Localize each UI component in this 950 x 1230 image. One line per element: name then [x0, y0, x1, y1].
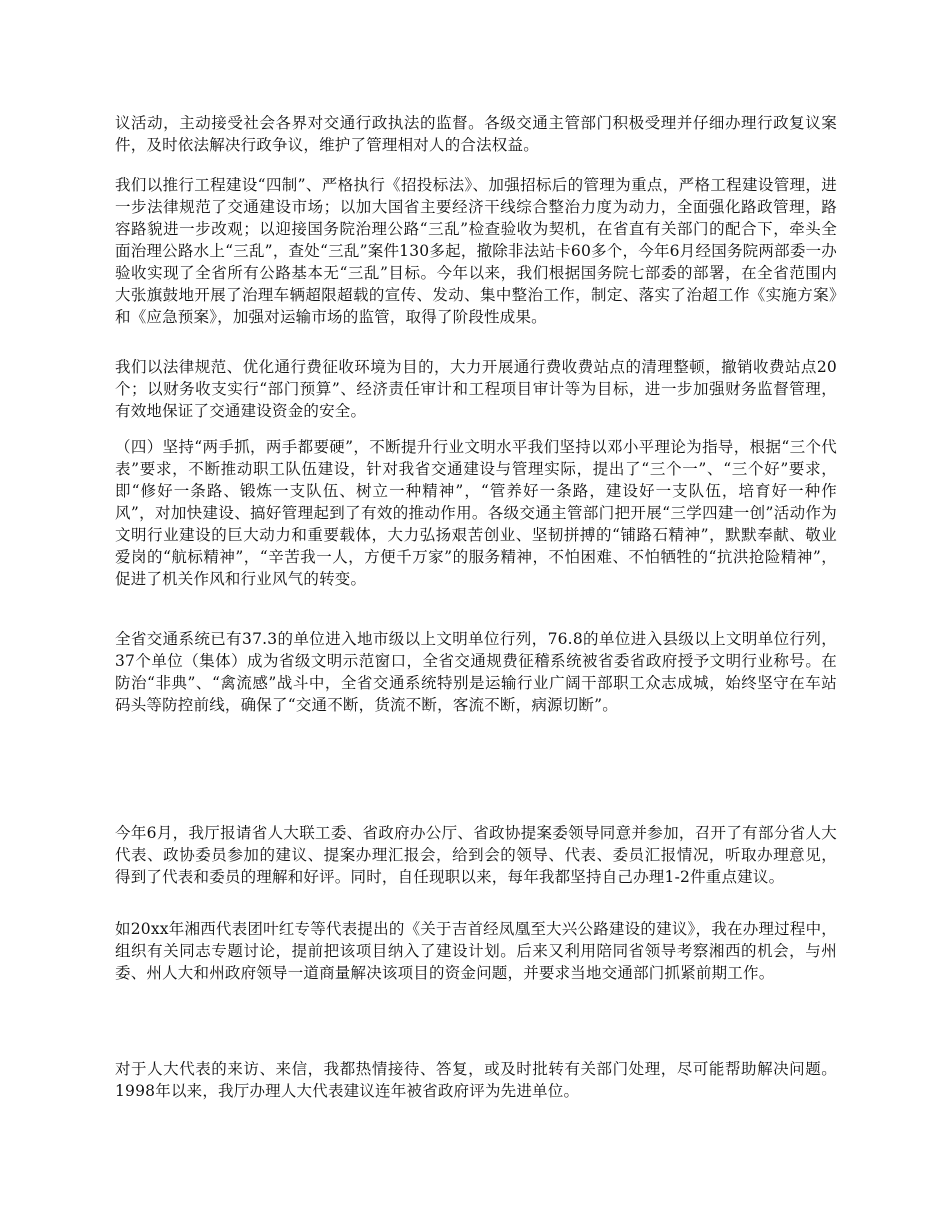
paragraph-representative-visits: 对于人大代表的来访、来信，我都热情接待、答复，或及时批转有关部门处理，尽可能帮助解决问题。1998年以来，我厅办理人大代表建议连年被省政府评为先进单位。 — [115, 1060, 837, 1100]
paragraph-proposal-meeting: 今年6月，我厅报请省人大联工委、省政府办公厅、省政协提案委领导同意并参加，召开了有部分省人大代表、政协委员参加的建议、提案办理汇报会，给到会的领导、代表、委员汇报情况，听取办理意见，得到了代表和委员的理解和好评。同时，自任现职以来，每年我都坚持自己办理1-2件重点建议。 — [115, 824, 837, 886]
paragraph-civilized-units: 全省交通系统已有37.3的单位进入地市级以上文明单位行列，76.8的单位进入县级以上文明单位行列，37个单位（集体）成为省级文明示范窗口，全省交通规费征稽系统被省委省政府授予文明行业称号。在防治“非典”、“禽流感”战斗中，全省交通系统特别是运输行业广阔干部职工众志成城，始终坚守在车站码头等防控前线，确保了“交通不断，货流不断，客流不断，病源切断”。 — [115, 630, 837, 714]
paragraph-toll-stations: 我们以法律规范、优化通行费征收环境为目的，大力开展通行费收费站点的清理整顿，撤销收费站点20个；以财务收支实行“部门预算”、经济责任审计和工程项目审计等为目标，进一步加强财务监督管理，有效地保证了交通建设资金的安全。 — [115, 358, 837, 420]
paragraph-xiangxi-proposal: 如20xx年湘西代表团叶红专等代表提出的《关于吉首经凤凰至大兴公路建设的建议》，我在办理过程中，组织有关同志专题讨论，提前把该项目纳入了建设计划。后来又利用陪同省领导考察湘西的机会，与州委、州人大和州政府领导一道商量解决该项目的资金问题，并要求当地交通部门抓紧前期工作。 — [115, 920, 837, 982]
paragraph-civilization-building: （四）坚持“两手抓，两手都要硬”，不断提升行业文明水平我们坚持以邓小平理论为指导，根据“三个代表”要求，不断推动职工队伍建设，针对我省交通建设与管理实际，提出了“三个一”、“三个好”要求，即“修好一条路、锻炼一支队伍、树立一种精神”，“管养好一条路，建设好一支队伍，培育好一种作风”，对加快建设、搞好管理起到了有效的推动作用。各级交通主管部门把开展“三学四建一创”活动作为文明行业建设的巨大动力和重要载体，大力弘扬艰苦创业、坚韧拼搏的“铺路石精神”，默默奉献、敬业爱岗的“航标精神”，“辛苦我一人，方便千万家”的服务精神，不怕困难、不怕牺牲的“抗洪抢险精神”，促进了机关作风和行业风气的转变。 — [115, 438, 837, 588]
paragraph-oversight: 议活动，主动接受社会各界对交通行政执法的监督。各级交通主管部门积极受理并仔细办理行政复议案件，及时依法解决行政争议，维护了管理相对人的合法权益。 — [115, 114, 837, 154]
paragraph-construction-management: 我们以推行工程建设“四制”、严格执行《招投标法》、加强招标后的管理为重点，严格工程建设管理，进一步法律规范了交通建设市场；以加大国省主要经济干线综合整治力度为动力，全面强化路政管理，路容路貌进一步改观；以迎接国务院治理公路“三乱”检查验收为契机，在省直有关部门的配合下，牵头全面治理公路水上“三乱”，查处“三乱”案件130多起，撤除非法站卡60多个，今年6月经国务院两部委一办验收实现了全省所有公路基本无“三乱”目标。今年以来，我们根据国务院七部委的部署，在全省范围内大张旗鼓地开展了治理车辆超限超载的宣传、发动、集中整治工作，制定、落实了治超工作《实施方案》和《应急预案》，加强对运输市场的监管，取得了阶段性成果。 — [115, 176, 837, 326]
